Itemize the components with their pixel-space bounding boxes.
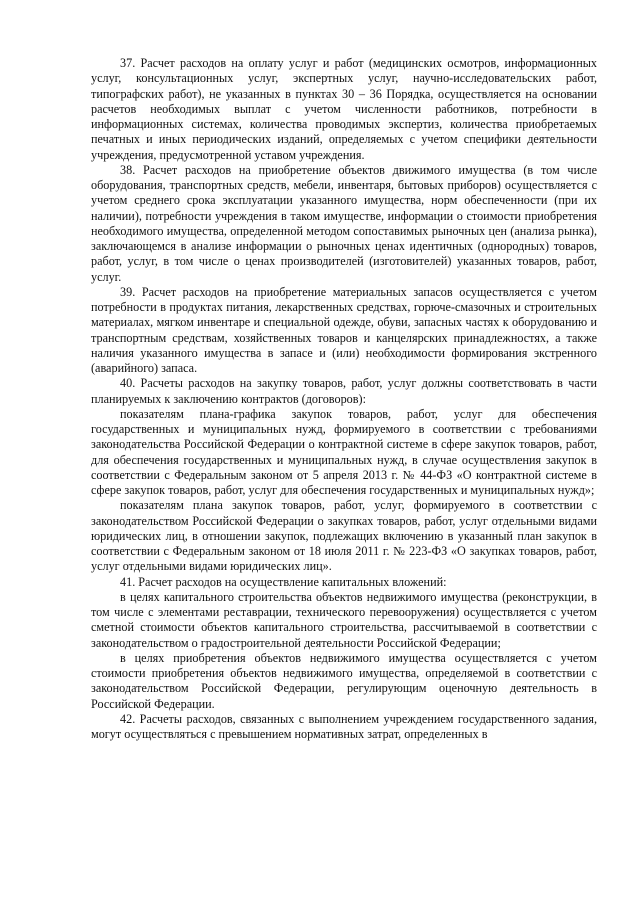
paragraph-41-item-1: в целях капитального строительства объектов недвижимого имущества (реконструкции, в том числе с элементами реставрации, технического перевооружения) осуществляется с учетом сметной стоимости объектов капитального строительства, рассчитываемой в соответствии с законодательством о градостроительной деятельности Российской Федерации; xyxy=(91,589,597,650)
paragraph-39: 39. Расчет расходов на приобретение материальных запасов осуществляется с учетом потребности в продуктах питания, лекарственных средствах, горюче-смазочных и строительных материалах, мягком инвентаре и специальной одежде, обуви, запасных частях к оборудованию и транспортным средствам, хозяйственных товаров и канцелярских принадлежностях, а также наличия указанного имущества в запасе и (или) необходимости формирования экстренного (аварийного) запаса. xyxy=(91,284,597,375)
paragraph-40-item-1: показателям плана-графика закупок товаров, работ, услуг для обеспечения государственных и муниципальных нужд, формируемого в соответствии с требованиями законодательства Российской Федерации о контрактной системе в сфере закупок товаров, работ, для обеспечения государственных и муниципальных нужд, в случае осуществления закупок в соответствии с Федеральным законом от 5 апреля 2013 г. № 44-ФЗ «О контрактной системе в сфере закупок товаров, работ, услуг для обеспечения государственных и муниципальных нужд»; xyxy=(91,406,597,497)
paragraph-41-item-2: в целях приобретения объектов недвижимого имущества осуществляется с учетом стоимости приобретения объектов недвижимого имущества, определяемой в соответствии с законодательством Российской Федерации, регулирующим оценочную деятельность в Российской Федерации. xyxy=(91,650,597,711)
paragraph-42: 42. Расчеты расходов, связанных с выполнением учреждением государственного задания, могут осуществляться с превышением нормативных затрат, определенных в xyxy=(91,711,597,741)
paragraph-40-item-2: показателям плана закупок товаров, работ, услуг, формируемого в соответствии с законодательством Российской Федерации о закупках товаров, работ, услуг отдельными видами юридических лиц, в отношении закупок, подлежащих включению в указанный план закупок в соответствии с Федеральным законом от 18 июля 2011 г. № 223-ФЗ «О закупках товаров, работ, услуг отдельными видами юридических лиц». xyxy=(91,498,597,574)
paragraph-41: 41. Расчет расходов на осуществление капитальных вложений: xyxy=(120,574,447,589)
paragraph-38: 38. Расчет расходов на приобретение объектов движимого имущества (в том числе оборудования, транспортных средств, мебели, инвентаря, бытовых приборов) осуществляется с учетом среднего срока эксплуатации указанного имущества, норм обеспеченности (при их наличии), потребности учреждения в таком имуществе, информации о стоимости приобретения необходимого имущества, определенной методом сопоставимых рыночных цен (анализа рынка), заключающемся в анализе информации о рыночных ценах идентичных (однородных) товаров, работ, услуг, в том числе о ценах производителей (изготовителей) указанных товаров, работ, услуг. xyxy=(91,162,597,284)
paragraph-37: 37. Расчет расходов на оплату услуг и работ (медицинских осмотров, информационных услуг, консультационных услуг, экспертных услуг, научно-исследовательских работ, типографских работ), не указанных в пунктах 30 – 36 Порядка, осуществляется на основании расчетов необходимых выплат с учетом численности работников, потребности в информационных системах, количества проводимых экспертиз, количества приобретаемых печатных и иных периодических изданий, определяемых с учетом специфики деятельности учреждения, предусмотренной уставом учреждения. xyxy=(91,56,597,162)
document-page xyxy=(91,56,597,742)
paragraph-40: 40. Расчеты расходов на закупку товаров, работ, услуг должны соответствовать в части планируемых к заключению контрактов (договоров): xyxy=(91,376,597,406)
